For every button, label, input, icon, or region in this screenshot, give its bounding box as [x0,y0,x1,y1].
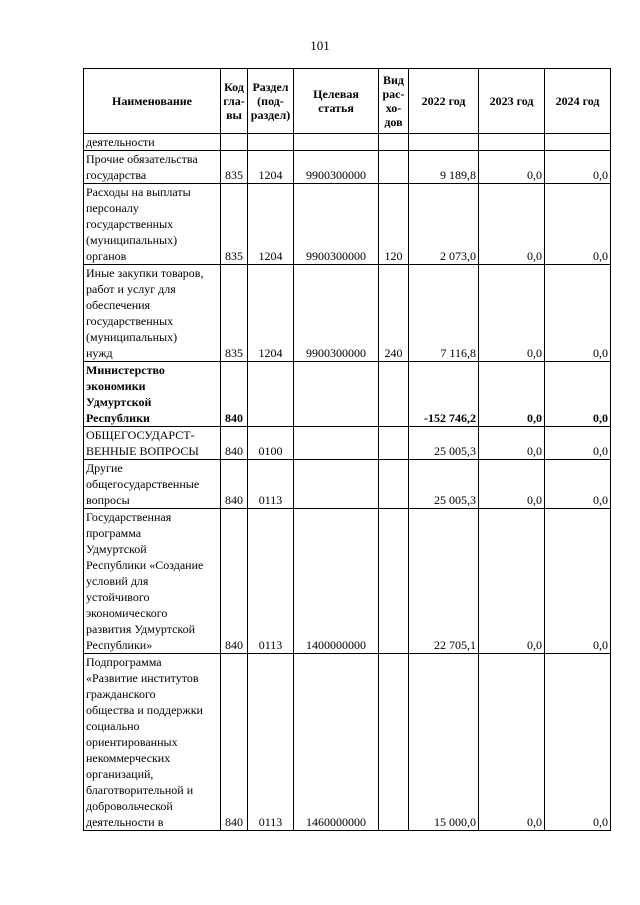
row-name: Прочие обязательства государства [84,151,221,184]
row-2024: 0,0 [545,184,611,265]
row-chapter: 835 [221,151,248,184]
row-2024: 0,0 [545,427,611,460]
row-2024: 0,0 [545,265,611,362]
header-year-2023: 2023 год [479,69,545,134]
row-target: 9900300000 [294,184,379,265]
row-2024: 0,0 [545,509,611,654]
row-section: 0113 [248,654,294,831]
row-2023: 0,0 [479,151,545,184]
table-header-row [84,69,611,134]
row-2022: 22 705,1 [409,509,479,654]
row-expense [379,509,409,654]
row-2022: 7 116,8 [409,265,479,362]
page-number: 101 [310,38,330,53]
row-target [294,134,379,151]
row-expense [379,362,409,427]
row-chapter: 840 [221,362,248,427]
row-name: Иные закупки товаров, работ и услуг для обеспечения государственных (муниципальных) нужд [84,265,221,362]
row-chapter: 835 [221,265,248,362]
table-row [84,184,611,265]
row-chapter: 840 [221,460,248,509]
row-2024: 0,0 [545,654,611,831]
row-name: Подпрограмма «Развитие институтов гражданского общества и поддержки социально ориентированных некоммерческих организаций, благотворительной и добровольческой деятельности в [84,654,221,831]
row-2023: 0,0 [479,184,545,265]
header-chapter-code: Код гла- вы [221,69,248,134]
table-row [84,509,611,654]
row-2023: 0,0 [479,265,545,362]
row-chapter [221,134,248,151]
row-target: 1460000000 [294,654,379,831]
row-section [248,134,294,151]
row-2022: 15 000,0 [409,654,479,831]
row-2024: 0,0 [545,460,611,509]
row-target [294,362,379,427]
row-target: 1400000000 [294,509,379,654]
table-row [84,151,611,184]
row-section: 1204 [248,151,294,184]
row-name: Расходы на выплаты персоналу государственных (муниципальных) органов [84,184,221,265]
row-name: Другие общегосударственные вопросы [84,460,221,509]
row-2024: 0,0 [545,362,611,427]
table-row [84,654,611,831]
header-year-2022: 2022 год [409,69,479,134]
row-name: Министерство экономики Удмуртской Республики [84,362,221,427]
row-2022: -152 746,2 [409,362,479,427]
table-row-ministry [84,362,611,427]
row-target: 9900300000 [294,151,379,184]
row-name: деятельности [84,134,221,151]
row-2022: 9 189,8 [409,151,479,184]
row-section: 1204 [248,265,294,362]
row-expense: 120 [379,184,409,265]
row-expense [379,460,409,509]
table-row [84,134,611,151]
row-target [294,427,379,460]
row-2022: 25 005,3 [409,460,479,509]
row-2022: 25 005,3 [409,427,479,460]
row-chapter: 840 [221,427,248,460]
row-name: Государственная программа Удмуртской Республики «Создание условий для устойчивого экономического развития Удмуртской Республики» [84,509,221,654]
table-row [84,265,611,362]
row-2024 [545,134,611,151]
row-expense [379,654,409,831]
header-year-2024: 2024 год [545,69,611,134]
header-name: Наименование [84,69,221,134]
row-chapter: 840 [221,654,248,831]
row-2023: 0,0 [479,427,545,460]
row-chapter: 835 [221,184,248,265]
row-2022: 2 073,0 [409,184,479,265]
row-expense [379,427,409,460]
row-section: 0113 [248,509,294,654]
row-section: 1204 [248,184,294,265]
row-expense [379,134,409,151]
row-2022 [409,134,479,151]
row-2023 [479,134,545,151]
row-expense: 240 [379,265,409,362]
row-section [248,362,294,427]
budget-table [83,68,611,831]
row-2023: 0,0 [479,362,545,427]
row-section: 0113 [248,460,294,509]
row-target: 9900300000 [294,265,379,362]
row-target [294,460,379,509]
row-section: 0100 [248,427,294,460]
row-expense [379,151,409,184]
row-chapter: 840 [221,509,248,654]
header-expense-type: Вид рас- хо- дов [379,69,409,134]
row-2023: 0,0 [479,509,545,654]
table-row [84,460,611,509]
row-name: ОБЩЕГОСУДАРСТ- ВЕННЫЕ ВОПРОСЫ [84,427,221,460]
row-2023: 0,0 [479,460,545,509]
row-2024: 0,0 [545,151,611,184]
header-section: Раздел (под- раздел) [248,69,294,134]
header-target-article: Целевая статья [294,69,379,134]
row-2023: 0,0 [479,654,545,831]
table-row [84,427,611,460]
